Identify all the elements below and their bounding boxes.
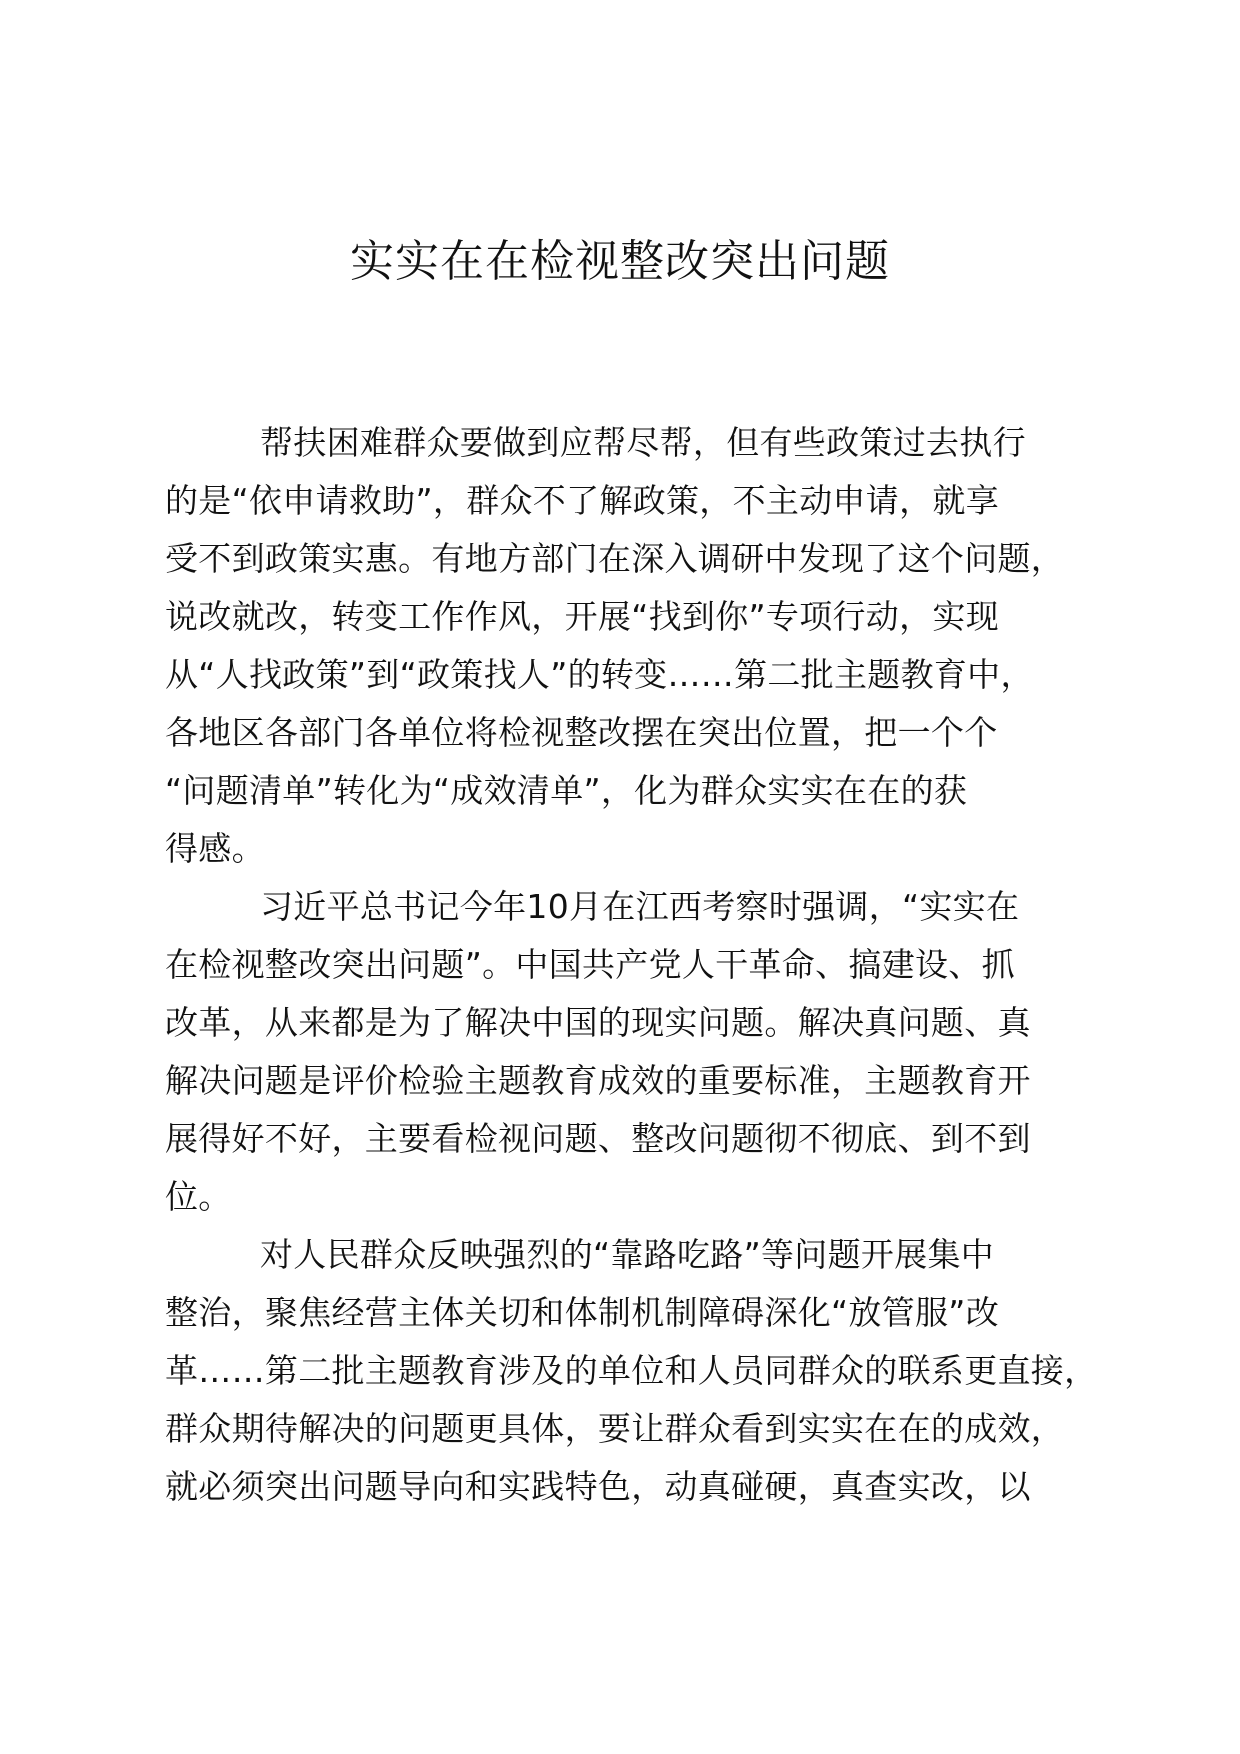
text-line: 习近平总书记今年10月在江西考察时强调，“实实在: [260, 887, 1020, 926]
text-line: 在检视整改突出问题”。中国共产党人干革命、搞建设、抓: [165, 945, 1015, 984]
text-line: 革……第二批主题教育涉及的单位和人员同群众的联系更直接，: [165, 1351, 1098, 1390]
text-line: 位。: [165, 1177, 232, 1216]
text-line: 帮扶困难群众要做到应帮尽帮，但有些政策过去执行: [260, 423, 1026, 462]
text-line: 的是“依申请救助”，群众不了解政策，不主动申请，就享: [165, 481, 999, 520]
text-line: 整治，聚焦经营主体关切和体制机制障碍深化“放管服”改: [165, 1293, 999, 1332]
text-line: 展得好不好，主要看检视问题、整改问题彻不彻底、到不到: [165, 1119, 1031, 1158]
paragraph-2: [165, 878, 1085, 1226]
text-line: 受不到政策实惠。有地方部门在深入调研中发现了这个问题，: [165, 539, 1065, 578]
paragraph-3: [165, 1226, 1098, 1516]
text-line: 就必须突出问题导向和实践特色，动真碰硬，真查实改，以: [165, 1467, 1031, 1506]
text-line: 群众期待解决的问题更具体，要让群众看到实实在在的成效，: [165, 1409, 1065, 1448]
text-line: 得感。: [165, 829, 265, 868]
text-line: “问题清单”转化为“成效清单”，化为群众实实在在的获: [165, 771, 968, 810]
text-line: 对人民群众反映强烈的“靠路吃路”等问题开展集中: [260, 1235, 995, 1274]
text-line: 解决问题是评价检验主题教育成效的重要标准，主题教育开: [165, 1061, 1031, 1100]
text-line: 从“人找政策”到“政策找人”的转变……第二批主题教育中，: [165, 655, 1034, 694]
article-body: [165, 414, 1098, 1516]
paragraph-1: [165, 414, 1085, 878]
text-line: 说改就改，转变工作作风，开展“找到你”专项行动，实现: [165, 597, 999, 636]
document-title: 实实在在检视整改突出问题: [350, 236, 890, 287]
text-line: 改革，从来都是为了解决中国的现实问题。解决真问题、真: [165, 1003, 1031, 1042]
text-line: 各地区各部门各单位将检视整改摆在突出位置，把一个个: [165, 713, 998, 752]
